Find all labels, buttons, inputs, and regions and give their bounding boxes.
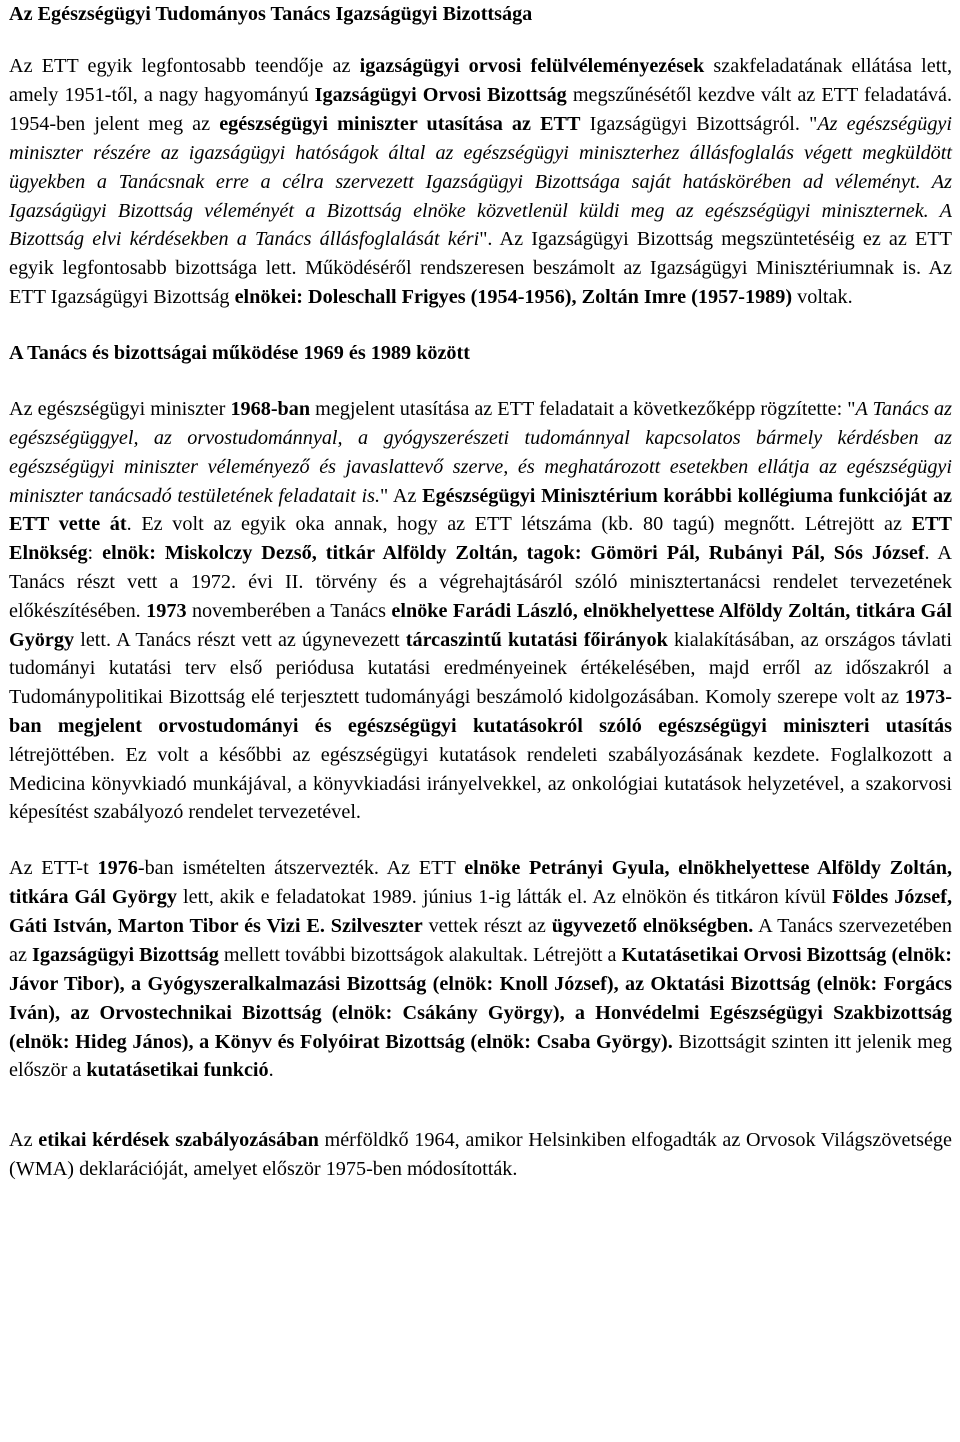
text-run: . Ez volt az egyik oka annak, hogy az ETT létszáma (kb. 80 tagú) megnőtt. Létrejött az [126,513,912,536]
bold-text-run: Egészségügyi Minisztérium korábbi kollégiuma funkcióját az ETT vette át [9,484,952,536]
text-run: -ban ismételten átszervezték. Az ETT [137,857,465,880]
bold-text-run: tárcaszintű kutatási főirányok [405,628,668,651]
paragraph-etikai-kerdesek [9,1126,952,1184]
text-run: Az ETT egyik legfontosabb teendője az [9,55,360,77]
bold-text-run: Igazságügyi Bizottság [32,943,219,966]
paragraph-igazsagugyi-bizottsag [9,52,952,312]
bold-text-run: 1973-ban megjelent orvostudományi és egészségügyi kutatásokról szóló egészségügyi miniszteri utasítás [9,686,952,737]
italic-quote-run: Az egészségügyi miniszter részére az igazságügyi hatóságok által az egészségügyi miniszterhez állásfoglalás végett megküldött ügyekben a Tanácsnak erre a célra szervezett Igazságügyi Bizottsága saját hatáskörében ad véleményt. Az Igazságügyi Bizottság véleményét a Bizottság elnöke közvetlenül küldi meg az egészségügyi miniszternek. A Bizottság elvi kérdésekben a Tanács állásfoglalását kéri [9,112,952,251]
bold-text-run: egészségügyi miniszter utasítása az ETT [219,112,581,135]
text-run: mellett további bizottságok alakultak. Létrejött a [218,943,622,966]
bold-text-run: Földes József, Gáti István, Marton Tibor és Vizi E. Szilveszter [9,886,953,937]
section-heading: A Tanács és bizottságai működése 1969 és 1989 között [9,342,470,365]
text-run: Az ETT-t [9,857,98,880]
text-run: megszűnésétől kezdve vált az ETT feladatává. 1954-ben jelent meg az [9,83,953,135]
bold-text-run: ügyvezető elnökségben. [551,914,754,937]
paragraph-mukodes-1969-1989 [9,395,952,827]
text-run: " Az [380,484,423,507]
text-run: mérföldkő 1964, amikor Helsinkiben elfogadták az Orvosok Világszövetsége (WMA) deklarációját, amelyet először 1975-ben módosították. [9,1129,952,1181]
text-run: szakfeladatának ellátása lett, amely 1951-től, a nagy hagyományú [9,55,952,106]
text-run: novemberében a Tanács [186,599,392,622]
paragraph-atszervezes-1976 [9,854,952,1085]
bold-text-run: elnök: Miskolczy Dezső, titkár Alföldy Zoltán, tagok: Gömöri Pál, Rubányi Pál, Sós József [102,542,925,565]
bold-text-run: elnöke Farádi László, elnökhelyettese Alföldy Zoltán, titkára Gál György [9,599,952,651]
bold-text-run: elnöke Petrányi Gyula, elnökhelyettese Alföldy Zoltán, titkára Gál György [9,857,952,909]
text-run: . A Tanács részt vett a 1972. évi II. törvény és a végrehajtásáról szóló minisztertanácsi rendelet tervezetének előkészítésében. [9,542,952,622]
bold-text-run: kutatásetikai funkció [86,1059,269,1082]
bold-text-run: Igazságügyi Orvosi Bizottság [314,83,567,106]
bold-text-run: 1976 [97,857,138,880]
text-run: Igazságügyi Bizottságról. " [580,112,818,135]
text-run: vettek részt az [422,914,552,937]
bold-text-run: 1968-ban [230,398,311,421]
text-run: Bizottságit szinten itt jelenik meg először a [9,1030,953,1082]
text-run: A Tanács szervezetében az [9,914,952,966]
text-run: : [87,542,103,565]
bold-text-run: 1973 [146,599,187,622]
text-run: Az [9,1129,39,1152]
bold-text-run: Kutatásetikai Orvosi Bizottság (elnök: Jávor Tibor), a Gyógyszeralkalmazási Bizottság (elnök: Knoll József), az Oktatási Bizottság (elnök: Forgács Iván), az Orvostechnikai Bizottság (elnök: Csákány György), a Honvédelmi Egészségügyi Szakbizottság (elnök: Hideg János), a Könyv és Folyóirat Bizottság (elnök: Csaba György). [9,943,953,1053]
bold-text-run: etikai kérdések szabályozásában [38,1129,319,1152]
bold-text-run: ETT Elnökség [9,513,952,565]
text-run: megjelent utasítása az ETT feladatait a következőképp rögzítette: " [310,398,856,421]
text-run: ". Az Igazságügyi Bizottság megszüntetéséig ez az ETT egyik legfontosabb bizottsága lett. Működéséről rendszeresen beszámolt az Igazságügyi Minisztériumnak is. Az ETT Igazságügyi Bizottság [9,228,953,309]
text-run: létrejöttében. Ez volt a későbbi az egészségügyi kutatások rendeleti szabályozásának kezdete. Foglalkozott a Medicina könyvkiadó munkájával, a könyvkiadási irányelvekkel, az onkológiai kutatások helyzetével, a szakorvosi képesítést szabályozó rendelet tervezetével. [9,743,952,824]
text-run: lett, akik e feladatokat 1989. június 1-ig látták el. Az elnökön és titkáron kívül [176,886,833,909]
bold-text-run: igazságügyi orvosi felülvéleményezések [359,55,705,77]
italic-quote-run: A Tanács az egészségüggyel, az orvostudománnyal, a gyógyszerészeti tudománnyal kapcsolatos bármely kérdésben az egészségügyi miniszter véleményező és javaslattevő szerve, és meghatározott esetekben ellátja az egészségügyi miniszter tanácsadó testületének feladatait is. [9,398,952,507]
text-run: voltak. [792,286,853,309]
bold-text-run: elnökei: Doleschall Frigyes (1954-1956), Zoltán Imre (1957-1989) [234,286,793,309]
text-run: lett. A Tanács részt vett az úgynevezett [74,628,406,651]
text-run: Az egészségügyi miniszter [9,398,231,421]
document-title: Az Egészségügyi Tudományos Tanács Igazságügyi Bizottsága [9,3,533,25]
text-run: kialakításában, az országos távlati tudományi kutatási terv első periódusa kutatási eredményeinek értékelésében, majd erről az időszakról a Tudománypolitikai Bizottság elé terjesztett tudományági beszámoló kidolgozásában. Komoly szerepe volt az [9,628,952,709]
text-run: . [268,1059,274,1082]
